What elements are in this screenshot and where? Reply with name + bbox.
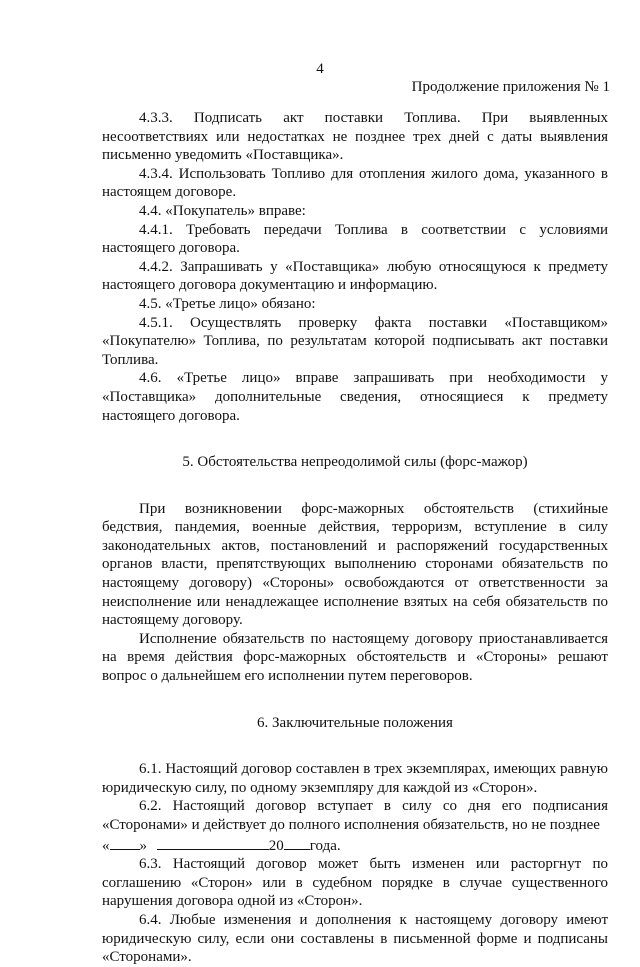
clause-6-2: 6.2. Настоящий договор вступает в силу со дня его подписания «Сторонами» и действует до полного исполнения обязательств, но не позднее: [102, 798, 608, 833]
deadline-date-line: [102, 835, 608, 856]
document-body: [102, 109, 608, 967]
clause-6-3: 6.3. Настоящий договор может быть изменен или расторгнут по соглашению «Сторон» или в судебном порядке в случае существенного нарушения договора одной из «Сторон».: [102, 856, 608, 910]
clause-4-3-3: 4.3.3. Подписать акт поставки Топлива. При выявленных несоответствиях или недостатках не позднее трех дней с даты выявления письменно уведомить «Поставщика».: [102, 110, 608, 164]
clause-4-4-2: 4.4.2. Запрашивать у «Поставщика» любую относящуюся к предмету настоящего договора документацию и информацию.: [102, 258, 608, 294]
month-blank: [157, 835, 269, 850]
clause-6-4: 6.4. Любые изменения и дополнения к настоящему договору имеют юридическую силу, если они составлены в письменной форме и подписаны «Сторонами».: [102, 911, 608, 966]
day-blank: [110, 835, 140, 850]
clause-4-3-4: 4.3.4. Использовать Топливо для отопления жилого дома, указанного в настоящем договоре.: [102, 165, 608, 201]
force-majeure-paragraph-1: При возникновении форс-мажорных обстоятельств (стихийные бедствия, пандемия, военные действия, терроризм, вступление в силу законодательных актов, постановлений и распоряжений государственных органов власти, препятствующих выполнению сторонами обязательств по настоящему договору) «Стороны» освобождаются от ответственности за неисполнение или ненадлежащее исполнение взятых на себя обязательств по настоящему договору.: [102, 500, 608, 629]
date-century: 20: [268, 837, 284, 854]
section-6-heading: 6. Заключительные положения: [257, 714, 453, 731]
year-blank: [284, 835, 310, 850]
appendix-continuation-note: Продолжение приложения № 1: [411, 79, 610, 95]
clause-4-6: 4.6. «Третье лицо» вправе запрашивать при необходимости у «Поставщика» дополнительные сведения, относящиеся к предмету настоящего договора.: [102, 370, 608, 424]
date-close-quote: »: [139, 837, 147, 854]
clause-4-4: 4.4. «Покупатель» вправе:: [139, 202, 306, 219]
clause-6-1: 6.1. Настоящий договор составлен в трех экземплярах, имеющих равную юридическую силу, по одному экземпляру для каждой из «Сторон».: [102, 761, 608, 796]
section-5-heading: 5. Обстоятельства непреодолимой силы (форс-мажор): [182, 454, 528, 471]
clause-4-5: 4.5. «Третье лицо» обязано:: [139, 295, 316, 312]
clause-4-4-1: 4.4.1. Требовать передачи Топлива в соответствии с условиями настоящего договора.: [102, 221, 608, 257]
page-number: 4: [316, 61, 324, 77]
date-open-quote: «: [102, 837, 110, 854]
force-majeure-paragraph-2: Исполнение обязательств по настоящему договору приостанавливается на время действия форс-мажорных обстоятельств и «Стороны» решают вопрос о дальнейшем его исполнении путем переговоров.: [102, 630, 608, 685]
clause-4-5-1: 4.5.1. Осуществлять проверку факта поставки «Поставщиком» «Покупателю» Топлива, по результатам которой подписывать акт поставки Топлива.: [102, 314, 608, 368]
date-suffix: года.: [309, 837, 341, 854]
